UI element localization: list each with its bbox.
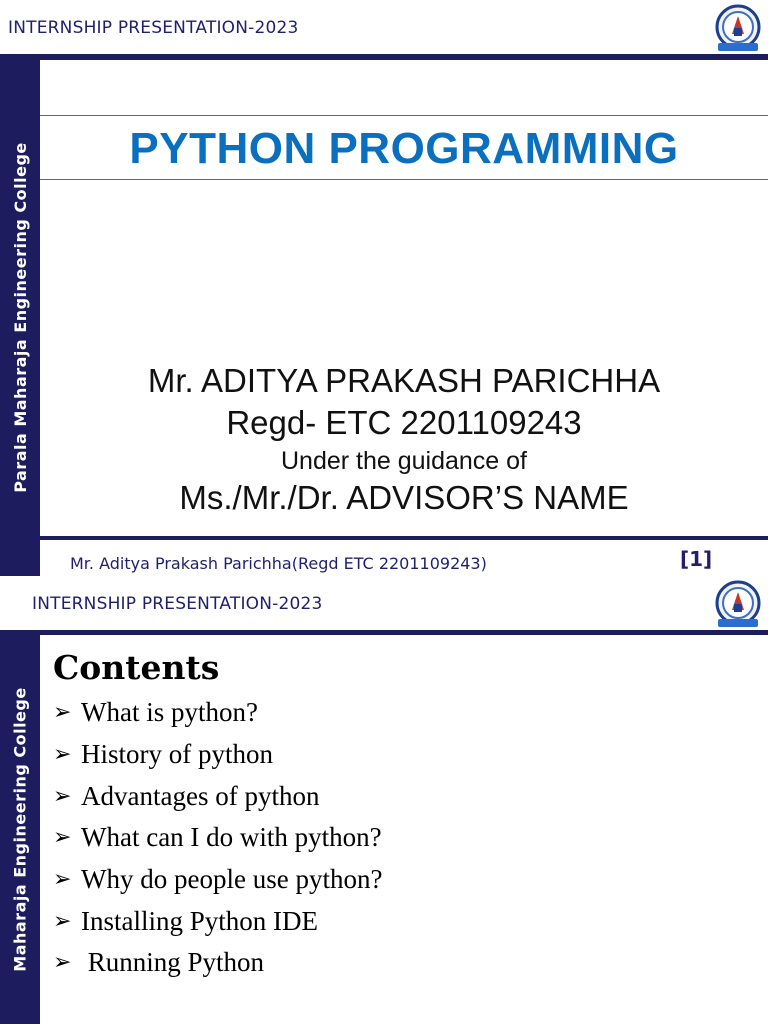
contents-slide xyxy=(0,576,768,1024)
page-number: [1] xyxy=(680,547,713,571)
footer-author: Mr. Aditya Prakash Parichha(Regd ETC 2201109243) xyxy=(70,554,487,573)
list-item: ➢ Advantages of python xyxy=(53,780,320,811)
title-rule-bottom xyxy=(40,179,768,180)
arrowhead-bullet-icon: ➢ xyxy=(53,950,72,976)
header-bar xyxy=(0,630,768,635)
slide-title: PYTHON PROGRAMMING xyxy=(129,124,679,173)
author-block xyxy=(40,360,768,520)
arrowhead-bullet-icon: ➢ xyxy=(53,742,72,768)
registration-number: Regd- ETC 2201109243 xyxy=(226,404,582,441)
arrowhead-bullet-icon: ➢ xyxy=(53,700,72,726)
slide-header: INTERNSHIP PRESENTATION-2023 xyxy=(32,594,323,614)
arrowhead-bullet-icon: ➢ xyxy=(53,783,72,809)
contents-list xyxy=(53,692,382,984)
sidebar-college-name: Maharaja Engineering College xyxy=(10,686,30,972)
list-item: ➢ What can I do with python? xyxy=(53,822,382,853)
college-emblem-icon xyxy=(712,580,764,634)
list-item: ➢ Running Python xyxy=(53,947,265,978)
guidance-text: Under the guidance of xyxy=(280,447,527,475)
author-name: Mr. ADITYA PRAKASH PARICHHA xyxy=(147,362,661,399)
title-rule-top xyxy=(40,115,768,116)
list-item: ➢ Why do people use python? xyxy=(53,864,383,895)
list-item: ➢ History of python xyxy=(53,739,273,770)
list-item: ➢ Installing Python IDE xyxy=(53,905,318,936)
arrowhead-bullet-icon: ➢ xyxy=(53,825,72,851)
list-item: ➢ What is python? xyxy=(53,697,258,728)
footer-bar xyxy=(40,536,768,540)
header-bar xyxy=(0,54,768,60)
college-emblem-icon xyxy=(712,4,764,58)
arrowhead-bullet-icon: ➢ xyxy=(53,867,72,893)
advisor-name: Ms./Mr./Dr. ADVISOR’S NAME xyxy=(179,479,629,516)
sidebar-college-name: Parala Maharaja Engineering College xyxy=(10,141,30,493)
slide-header: INTERNSHIP PRESENTATION-2023 xyxy=(8,18,299,38)
arrowhead-bullet-icon: ➢ xyxy=(53,908,72,934)
contents-heading: Contents xyxy=(53,648,220,687)
